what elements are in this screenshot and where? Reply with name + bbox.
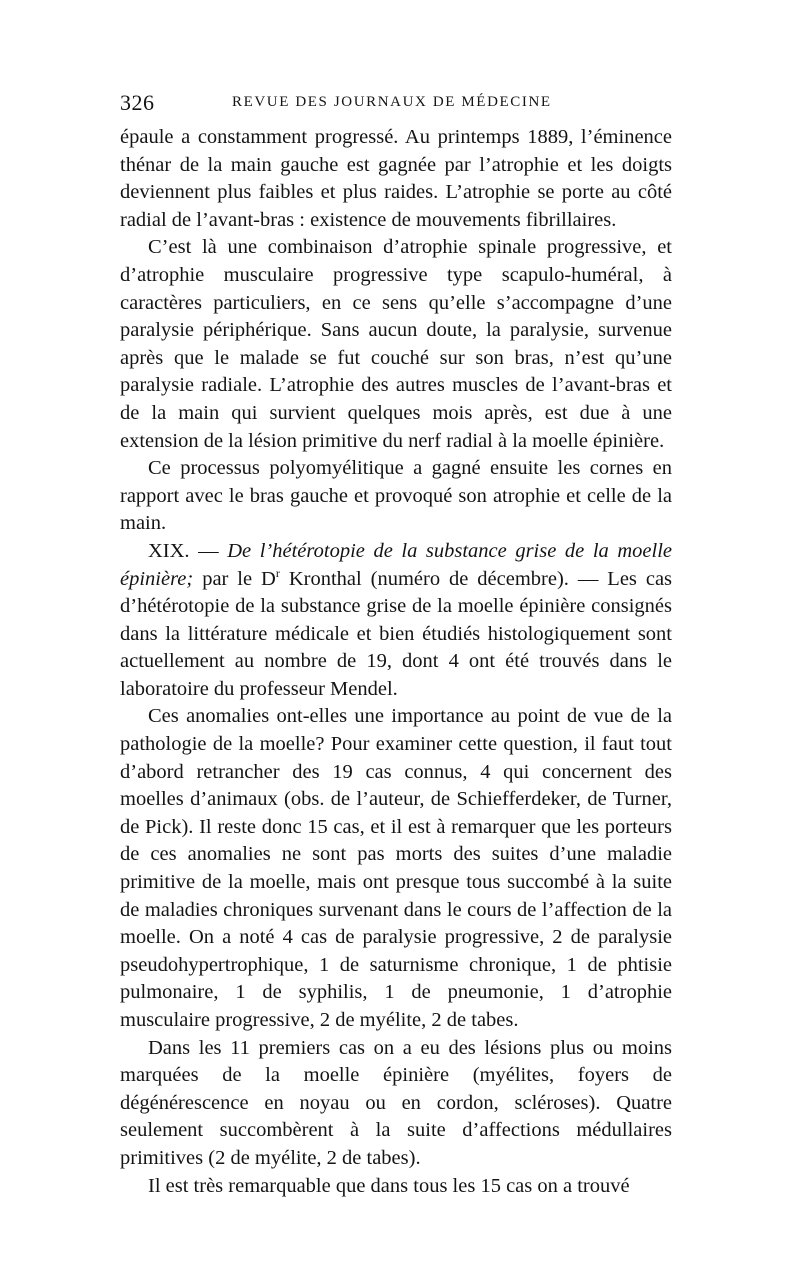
body-text (120, 124, 672, 1200)
page-header (120, 90, 672, 118)
paragraph: Ce processus polyomyélitique a gagné ensuite les cornes en rapport avec le bras gauche et provoqué son atrophie et celle de la main. (120, 457, 672, 535)
paragraph: Ces anomalies ont-elles une importance au point de vue de la pathologie de la moelle? Pour examiner cette question, il faut tout d’abord retrancher des 19 cas connus, 4 qui concernent des moelles d’animaux (obs. de l’auteur, de Schiefferdeker, de Turner, de Pick). Il reste donc 15 cas, et il est à remarquer que les porteurs de ces anomalies ne sont pas morts des suites d’une maladie primitive de la moelle, mais ont presque tous succombé à la suite de maladies chroniques survenant dans le cours de l’affection de la moelle. On a noté 4 cas de paralysie progressive, 2 de paralysie pseudohypertrophique, 1 de saturnisme chronique, 1 de phtisie pulmonaire, 1 de syphilis, 1 de pneumonie, 1 d’atrophie musculaire progressive, 2 de myélite, 2 de tabes. (120, 705, 672, 1031)
paragraph: Dans les 11 premiers cas on a eu des lésions plus ou moins marquées de la moelle épinière (myélites, foyers de dégénérescence en noyau ou en cordon, scléroses). Quatre seulement succombèrent à la suite d’affections médullaires primitives (2 de myélite, 2 de tabes). (120, 1036, 672, 1169)
page-number: 326 (120, 90, 155, 115)
paragraph: Il est très remarquable que dans tous les 15 cas on a trouvé (148, 1174, 630, 1197)
running-title: REVUE DES JOURNAUX DE MÉDECINE (232, 94, 552, 110)
article-title: De l’hétérotopie de la substance grise de la moelle épinière; (120, 539, 673, 590)
section-number: XIX. — (148, 539, 219, 562)
article-byline: par le D (202, 567, 276, 590)
section-paragraph-xix (120, 538, 672, 704)
paragraph-continued: épaule a constamment progressé. Au printemps 1889, l’éminence thénar de la main gauche est gagnée par l’atrophie et les doigts deviennent plus faibles et plus raides. L’atrophie se porte au côté radial de l’avant-bras : existence de mouvements fibrillaires. (120, 126, 672, 231)
paragraph: C’est là une combinaison d’atrophie spinale progressive, et d’atrophie musculaire progressive type scapulo-huméral, à caractères particuliers, en ce sens qu’elle s’accompagne d’une paralysie périphérique. Sans aucun doute, la paralysie, survenue après que le malade se fut couché sur son bras, n’est qu’une paralysie radiale. L’atrophie des autres muscles de l’avant-bras et de la main qui survient quelques mois après, est due à une extension de la lésion primitive du nerf radial à la moelle épinière. (120, 236, 672, 452)
article-summary: Kronthal (numéro de décembre). — Les cas d’hétérotopie de la substance grise de la moelle épinière consignés dans la littérature médicale et bien étudiés histologiquement sont actuellement au nombre de 19, dont 4 ont été trouvés dans le laboratoire du professeur Mendel. (120, 567, 673, 700)
doctor-superscript: r (275, 565, 280, 580)
